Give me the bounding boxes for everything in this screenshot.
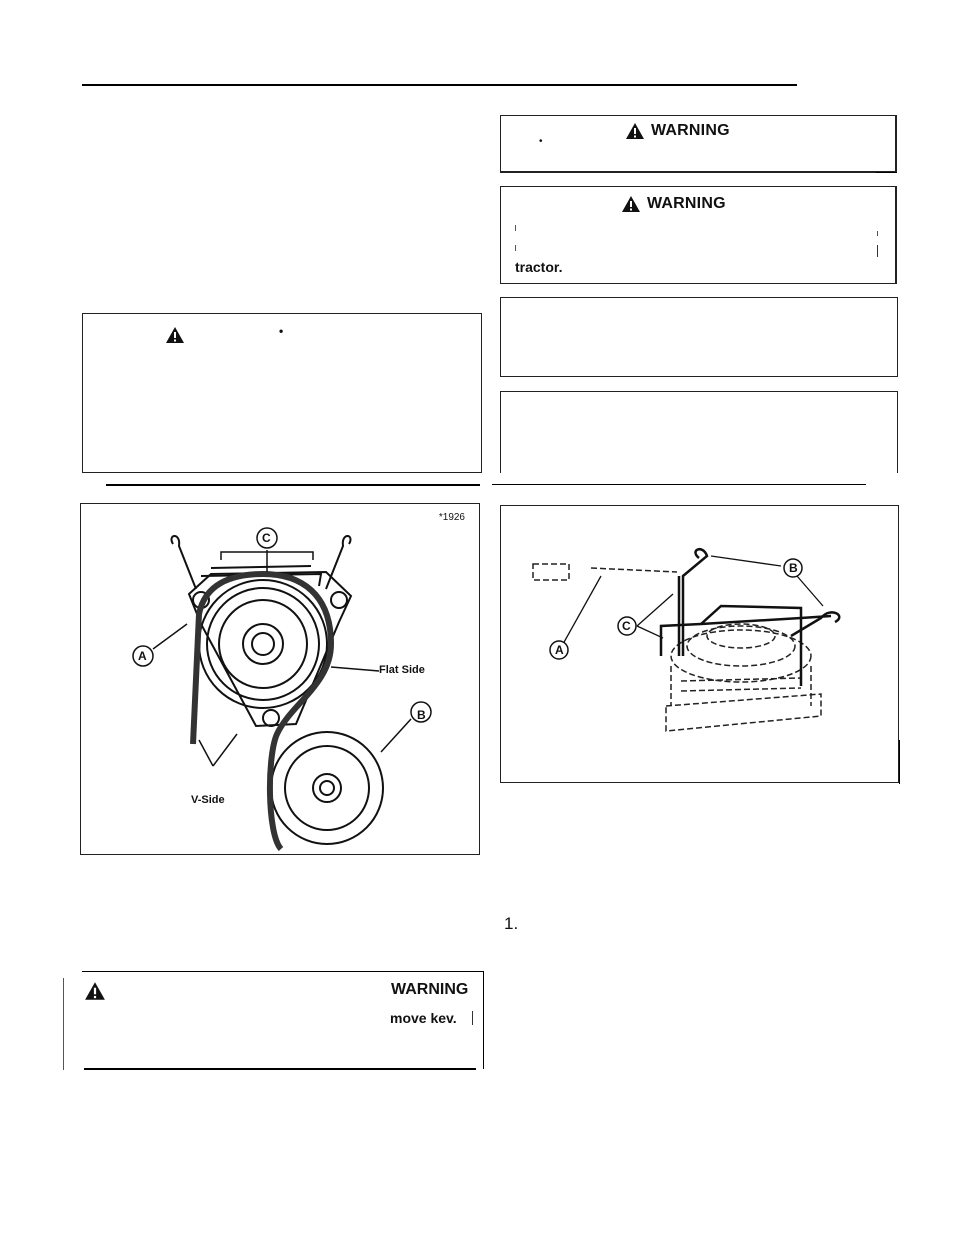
warning-box-2-title — [621, 195, 726, 213]
top-rule — [82, 84, 797, 86]
warning-box-1-dot: • — [539, 136, 543, 147]
warning-box-1-label: WARNING — [651, 122, 730, 139]
warning-box-4-label: WARNING — [391, 981, 469, 998]
note-box-2 — [500, 391, 898, 473]
warning-box-1-tail — [876, 172, 897, 173]
figure-belt-routing — [80, 503, 480, 855]
figure-right-side-tick — [899, 740, 900, 784]
callout-b-label: B — [417, 708, 426, 722]
warning-box-2-tick-left2 — [515, 245, 516, 251]
warning-box-2-tick-right — [877, 231, 878, 236]
warning-box-2 — [500, 186, 897, 284]
warning-box-4 — [82, 971, 484, 1071]
v-side-label: V-Side — [191, 794, 225, 806]
warning-triangle-icon — [625, 122, 645, 140]
warning-box-3 — [82, 313, 482, 473]
mid-rule-left — [106, 484, 480, 486]
warning-box-2-tick-right2 — [877, 245, 878, 257]
warning-box-2-label: WARNING — [647, 195, 726, 212]
belt-routing-drawing — [81, 504, 479, 854]
callout-c-label: C — [262, 531, 271, 545]
warning-box-4-bottom-rule — [84, 1068, 476, 1070]
figure-code: *1926 — [438, 512, 465, 523]
left-margin-tick — [63, 978, 64, 1070]
figure-clutch-bracket — [500, 505, 899, 783]
callout-a-label: A — [555, 643, 564, 657]
warning-box-3-dot: • — [279, 324, 284, 338]
warning-box-1 — [500, 115, 897, 173]
warning-triangle-icon — [165, 326, 185, 344]
warning-box-4-right-rule — [483, 971, 484, 1069]
warning-box-1-title — [625, 122, 730, 140]
flat-side-label: Flat Side — [379, 664, 425, 676]
warning-box-2-tick-left — [515, 225, 516, 231]
warning-box-2-text: tractor. — [515, 259, 563, 275]
callout-b-label: B — [789, 561, 798, 575]
warning-box-4-text: move kev. — [390, 1010, 457, 1026]
warning-box-4-top-rule — [82, 971, 484, 972]
warning-triangle-icon — [84, 981, 106, 1001]
mid-rule-right — [492, 484, 866, 485]
note-box-1 — [500, 297, 898, 377]
callout-a-label: A — [138, 649, 147, 663]
callout-c-label: C — [622, 619, 631, 633]
warning-box-4-text-tick — [472, 1011, 473, 1025]
step-1-number: 1. — [504, 914, 519, 933]
warning-triangle-icon — [621, 195, 641, 213]
